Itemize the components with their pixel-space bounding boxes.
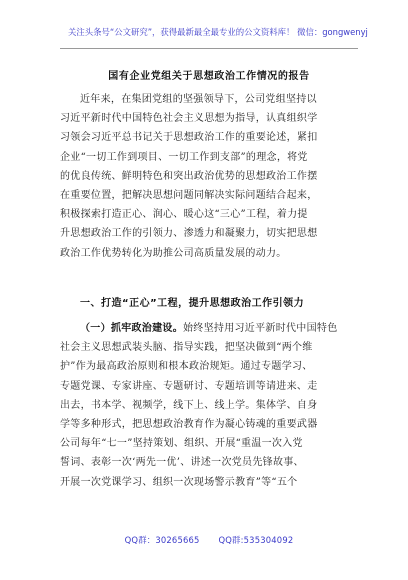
paragraph-line: 护”作为最高政治原则和根本政治规矩。通过专题学习、 xyxy=(60,361,313,373)
paragraph-line: 升思想政治工作的引领力、渗透力和凝聚力，切实把思想 xyxy=(60,228,318,240)
paragraph-line: 习领会习近平总书记关于思想政治工作的重要论述，紧扣 xyxy=(60,132,318,144)
paragraph-political-building xyxy=(60,319,358,492)
paragraph-line: 积极探索打造正心、润心、暖心这“三心”工程，着力提 xyxy=(60,209,308,221)
header-divider xyxy=(60,48,358,49)
paragraph-line: 政治工作优势转化为助推公司高质量发展的动力。 xyxy=(60,247,287,259)
paragraph-line: 社会主义思想武装头脑、指导实践，把坚决做到“两个维 xyxy=(60,342,313,354)
paragraph-line: 近年来，在集团党组的坚强领导下，公司党组坚持以 xyxy=(80,94,317,105)
paragraph-line: 开展一次党课学习、组织一次现场警示教育”等“五个 xyxy=(60,476,298,488)
paragraph-line-rest: 始终坚持用习近平新时代中国特色 xyxy=(183,323,338,334)
paragraph-line: 公司每年“七一”坚持策划、组织、开展“重温一次入党 xyxy=(60,438,303,450)
paragraph-lead-heading: （一）抓牢政治建设。 xyxy=(80,323,183,334)
document-title: 国有企业党组关于思想政治工作情况的报告 xyxy=(108,71,310,82)
footer-qq-group-1: QQ群：30265665 xyxy=(124,535,200,545)
paragraph-line: 誓词、表彰一次‘两先一优’、讲述一次党员先锋故事、 xyxy=(60,457,304,469)
paragraph-line: 在重要位置，把解决思想问题同解决实际问题结合起来， xyxy=(60,189,318,201)
footer-qq-group-2: QQ群:535304092 xyxy=(218,535,294,545)
paragraph-line: 企业“一切工作到项目、一切工作到支部”的理念，将党 xyxy=(60,151,308,163)
paragraph-intro xyxy=(60,90,358,263)
paragraph-line: 学等多种形式，把思想政治教育作为凝心铸魂的重要武器 xyxy=(60,418,318,430)
paragraph-line: 出去，书本学、视频学，线下上、线上学。集体学、自身 xyxy=(60,399,318,411)
paragraph-line: 的优良传统、鲜明特色和突出政治优势的思想政治工作摆 xyxy=(60,170,318,182)
paragraph-line: 习近平新时代中国特色社会主义思想为指导，认真组织学 xyxy=(60,113,318,125)
header-banner: 关注头条号“公文研究”，获得最新最全最专业的公文资料库！ 微信：gongwenyj xyxy=(68,27,368,37)
paragraph-line: 专题党课、专家讲座、专题研讨、专题培训等请进来、走 xyxy=(60,380,318,392)
paragraph-line xyxy=(60,319,358,338)
footer-contact xyxy=(60,534,358,546)
section-heading: 一、打造“正心”工程，提升思想政治工作引领力 xyxy=(80,298,305,309)
